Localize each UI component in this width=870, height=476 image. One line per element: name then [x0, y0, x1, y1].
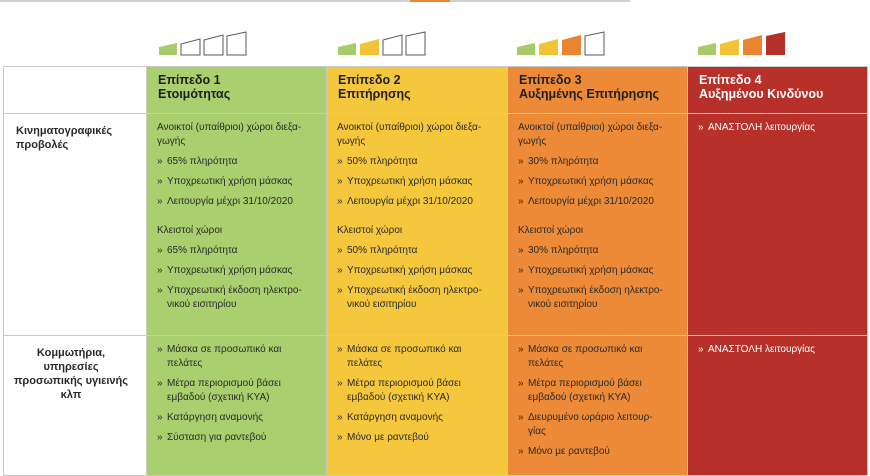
indicator-bar	[383, 35, 402, 55]
indicator-bar	[338, 43, 356, 55]
list-item: » Λειτουργία μέχρι 31/10/2020	[518, 196, 654, 207]
indicator-bar	[159, 43, 177, 55]
list-item: » 50% πληρότητα	[337, 245, 418, 256]
cell-hairdressers-level-1	[147, 336, 327, 476]
header-level-3-line2: Αυξημένης Επιτήρησης	[519, 87, 660, 101]
header-level-1	[147, 67, 327, 114]
list-item: » Υποχρεωτική χρήση μάσκας	[157, 265, 293, 276]
list-item: » Υποχρεωτική χρήση μάσκας	[518, 265, 654, 276]
list-item: » Μέτρα περιορισμού βάσει εμβαδού (σχετική ΚΥΑ)	[518, 378, 642, 403]
row-label-line: Κομμωτήρια,	[36, 347, 106, 359]
table-row-hairdressers	[4, 336, 868, 476]
top-line-orange	[410, 0, 450, 2]
top-line-gray	[0, 0, 410, 2]
header-level-2-line1: Επίπεδο 2	[338, 73, 401, 87]
indicator-bar	[539, 39, 558, 55]
list-item: » Λειτουργία μέχρι 31/10/2020	[157, 196, 293, 207]
list-item: » Κατάργηση αναμονής	[337, 412, 443, 423]
list-item: » 30% πληρότητα	[518, 156, 599, 167]
open-space-intro: Ανοικτοί (υπαίθριοι) χώροι διεξα- γωγής	[157, 122, 302, 147]
indicator-bar	[227, 32, 246, 55]
list-item: » Υποχρεωτική χρήση μάσκας	[518, 176, 654, 187]
cell-cinema-level-3	[508, 114, 688, 336]
row-label-line: υπηρεσίες	[43, 361, 99, 373]
risk-level-2-icon	[337, 31, 427, 57]
closed-space-intro: Κλειστοί χώροι	[337, 225, 403, 236]
header-level-1-line2: Ετοιμότητας	[158, 87, 231, 101]
cell-hairdressers-level-3	[508, 336, 688, 476]
list-item: » 65% πληρότητα	[157, 156, 238, 167]
header-level-4-line2: Αυξημένου Κινδύνου	[699, 87, 824, 101]
open-space-intro: Ανοικτοί (υπαίθριοι) χώροι διεξα- γωγής	[337, 122, 482, 147]
indicator-bar	[181, 39, 200, 55]
risk-level-1-icon	[158, 31, 248, 57]
open-space-intro: Ανοικτοί (υπαίθριοι) χώροι διεξα- γωγής	[518, 122, 663, 147]
closed-space-intro: Κλειστοί χώροι	[157, 225, 223, 236]
indicator-bar	[562, 35, 581, 55]
header-level-2	[327, 67, 508, 114]
list-item: » Υποχρεωτική έκδοση ηλεκτρο- νικού εισιτηρίου	[337, 285, 482, 310]
header-level-3	[508, 67, 688, 114]
list-item: » Διευρυμένο ωράριο λειτουρ- γίας	[518, 412, 653, 437]
indicator-bar	[743, 35, 762, 55]
list-item: » 50% πληρότητα	[337, 156, 418, 167]
list-item: » Σύσταση για ραντεβού	[157, 432, 267, 443]
header-level-2-line2: Επιτήρησης	[338, 87, 411, 101]
list-item: » 30% πληρότητα	[518, 245, 599, 256]
list-item: » Μάσκα σε προσωπικό και πελάτες	[518, 344, 643, 369]
header-level-4-line1: Επίπεδο 4	[699, 73, 762, 87]
list-item: » Μέτρα περιορισμού βάσει εμβαδού (σχετική ΚΥΑ)	[337, 378, 461, 403]
indicator-bar	[698, 43, 716, 55]
indicator-bar	[360, 39, 379, 55]
header-level-4	[688, 67, 868, 114]
list-item: » 65% πληρότητα	[157, 245, 238, 256]
cell-hairdressers-level-2	[327, 336, 508, 476]
header-level-3-line1: Επίπεδο 3	[519, 73, 582, 87]
header-row	[4, 67, 868, 114]
indicator-bar	[766, 32, 785, 55]
header-level-1-line1: Επίπεδο 1	[158, 73, 221, 87]
cell-hairdressers-level-4	[688, 336, 868, 476]
top-line-gray-right	[450, 0, 630, 2]
list-item: » Λειτουργία μέχρι 31/10/2020	[337, 196, 473, 207]
list-item: » Μέτρα περιορισμού βάσει εμβαδού (σχετική ΚΥΑ)	[157, 378, 281, 403]
list-item: » Κατάργηση αναμονής	[157, 412, 263, 423]
row-label-hairdressers	[4, 336, 147, 476]
indicator-bar	[406, 32, 425, 55]
list-item: » Υποχρεωτική έκδοση ηλεκτρο- νικού εισιτηρίου	[157, 285, 302, 310]
row-label-cinema	[4, 114, 147, 336]
list-item: » Μάσκα σε προσωπικό και πελάτες	[337, 344, 462, 369]
risk-level-3-icon	[516, 31, 606, 57]
cell-cinema-level-2	[327, 114, 508, 336]
closed-space-intro: Κλειστοί χώροι	[518, 225, 584, 236]
indicator-bar	[720, 39, 739, 55]
cell-cinema-level-1	[147, 114, 327, 336]
header-empty-cell	[4, 67, 147, 114]
list-item: » Υποχρεωτική χρήση μάσκας	[157, 176, 293, 187]
cell-cinema-level-4	[688, 114, 868, 336]
row-label-line: προβολές	[16, 139, 69, 151]
row-label-line: κλπ	[60, 389, 82, 401]
list-item: » ΑΝΑΣΤΟΛΗ λειτουργίας	[698, 122, 815, 133]
risk-level-4-icon	[697, 31, 787, 57]
list-item: » Υποχρεωτική χρήση μάσκας	[337, 176, 473, 187]
table-row-cinema	[4, 114, 868, 336]
row-label-line: Κινηματογραφικές	[16, 125, 113, 137]
indicator-bar	[585, 32, 604, 55]
list-item: » Υποχρεωτική έκδοση ηλεκτρο- νικού εισιτηρίου	[518, 285, 663, 310]
list-item: » Υποχρεωτική χρήση μάσκας	[337, 265, 473, 276]
list-item: » Μόνο με ραντεβού	[518, 446, 610, 457]
list-item: » Μάσκα σε προσωπικό και πελάτες	[157, 344, 282, 369]
indicator-bar	[517, 43, 535, 55]
row-label-line: προσωπικής υγιεινής	[14, 375, 128, 387]
list-item: » Μόνο με ραντεβού	[337, 432, 429, 443]
indicator-bar	[204, 35, 223, 55]
measures-table	[3, 66, 868, 476]
top-decorative-line	[0, 0, 870, 2]
list-item: » ΑΝΑΣΤΟΛΗ λειτουργίας	[698, 344, 815, 355]
